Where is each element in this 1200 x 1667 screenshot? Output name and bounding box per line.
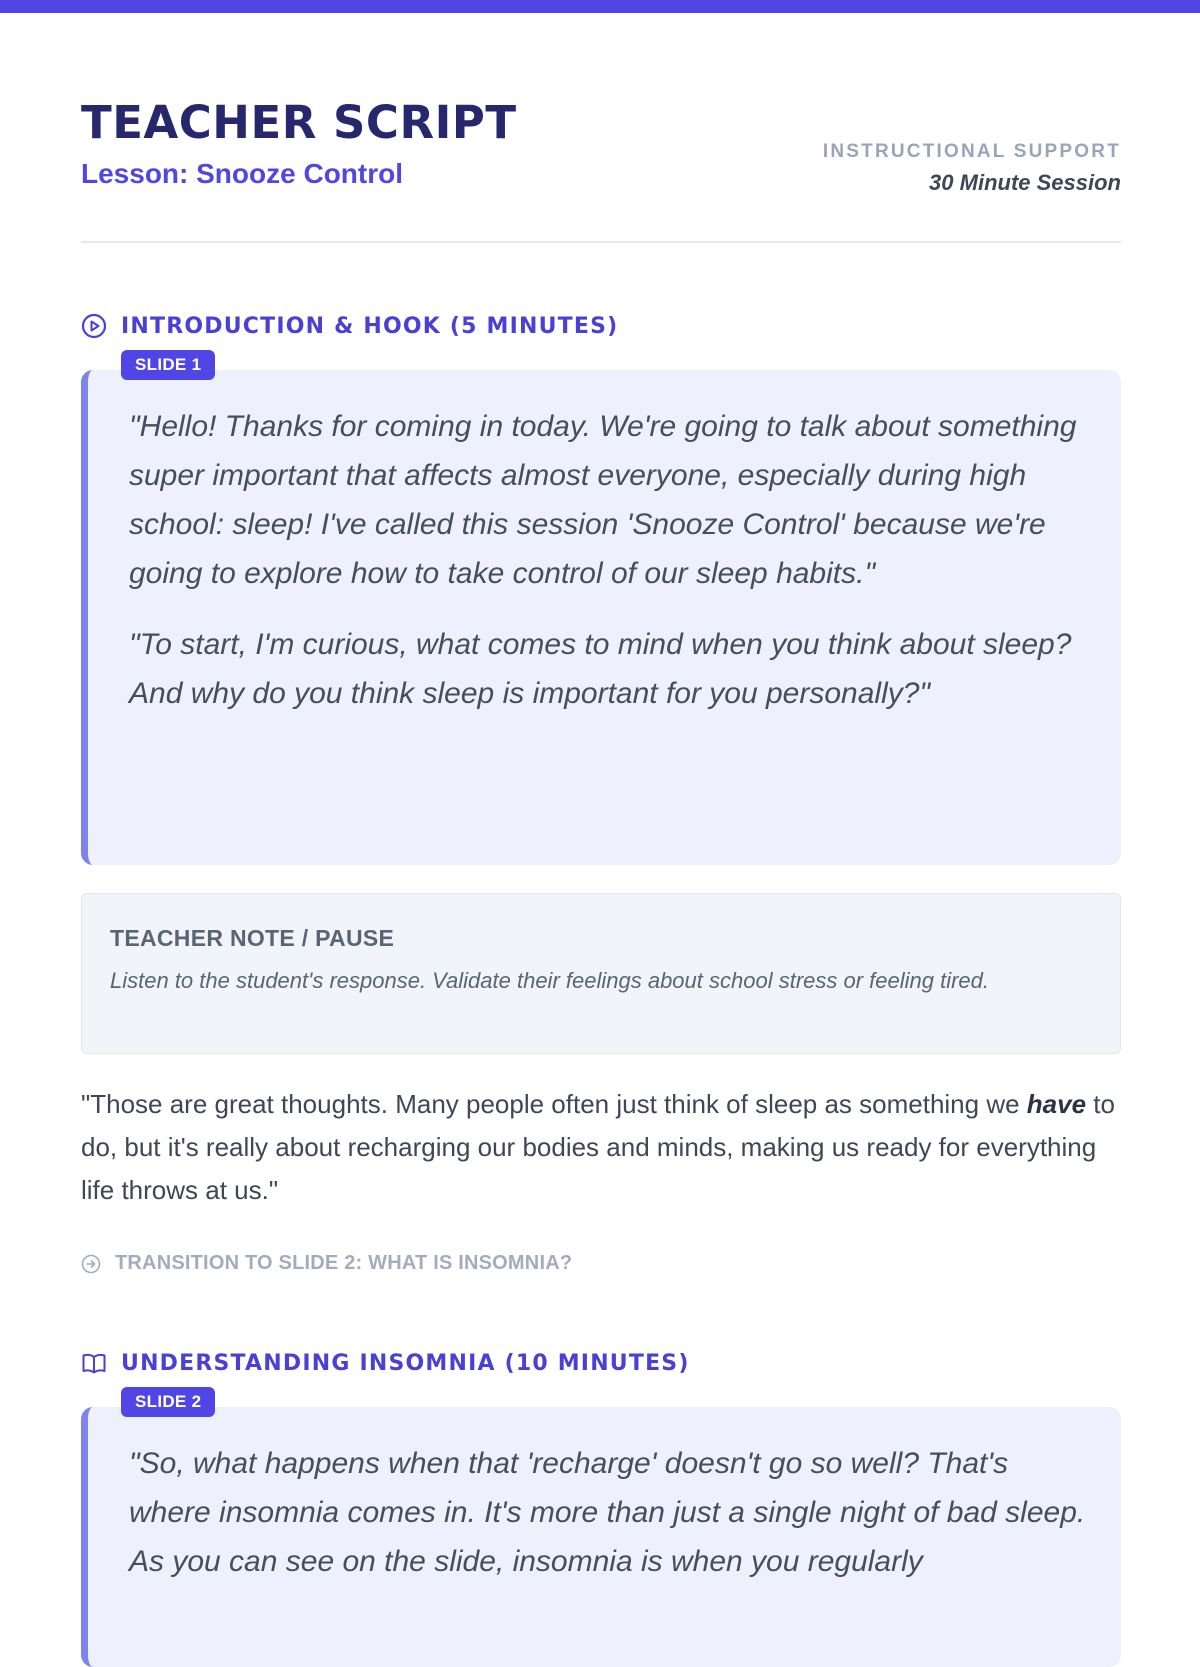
play-circle-icon — [81, 313, 107, 339]
script-quote: "So, what happens when that 'recharge' doesn't go so well? That's where insomnia comes in. It's more than just a single night of bad sleep. As you can see on the slide, insomnia is when you regularly — [129, 1447, 1086, 1578]
document-title: TEACHER SCRIPT — [81, 96, 517, 149]
script-text: "Those are great thoughts. Many people often just think of sleep as something we — [81, 1089, 1027, 1119]
slide-script-block — [81, 1392, 1121, 1667]
top-accent-bar — [0, 0, 1200, 13]
script-quote: "To start, I'm curious, what comes to mind when you think about sleep? And why do you think sleep is important for you personally?" — [129, 628, 1072, 710]
section-title-text: INTRODUCTION & HOOK (5 MINUTES) — [121, 313, 619, 339]
teacher-note — [81, 893, 1121, 1054]
meta-value: 30 Minute Session — [929, 170, 1121, 195]
book-open-icon — [81, 1350, 107, 1376]
slide-badge: SLIDE 1 — [121, 350, 215, 380]
lesson-subtitle: Lesson: Snooze Control — [81, 158, 403, 189]
session-meta — [823, 140, 1121, 196]
script-paragraph — [81, 1083, 1121, 1212]
transition-cue — [81, 1252, 572, 1275]
transition-text: TRANSITION TO SLIDE 2: WHAT IS INSOMNIA? — [115, 1252, 573, 1274]
section-title-insomnia — [81, 1346, 690, 1380]
script-text: to do, but it's really about recharging our bodies and minds, making us ready for everything life throws at us." — [81, 1089, 1115, 1205]
meta-label: INSTRUCTIONAL SUPPORT — [822, 141, 1121, 162]
slide-script-block — [81, 355, 1121, 865]
emphasis-text: have — [1026, 1089, 1087, 1119]
script-quote: "Hello! Thanks for coming in today. We're going to talk about something super important that affects almost everyone, especially during high school: sleep! I've called this session 'Snooze Control' because we're going to explore how to take control of our sleep habits." — [129, 410, 1077, 590]
section-title-text: UNDERSTANDING INSOMNIA (10 MINUTES) — [121, 1350, 690, 1376]
document-header — [81, 95, 1121, 243]
slide-badge: SLIDE 2 — [121, 1387, 215, 1417]
section-title-introduction — [81, 309, 618, 343]
arrow-right-circle-icon — [81, 1254, 101, 1274]
teacher-note-text: Listen to the student's response. Validate their feelings about school stress or feeling tired. — [110, 968, 990, 993]
teacher-note-title: TEACHER NOTE / PAUSE — [110, 925, 395, 951]
